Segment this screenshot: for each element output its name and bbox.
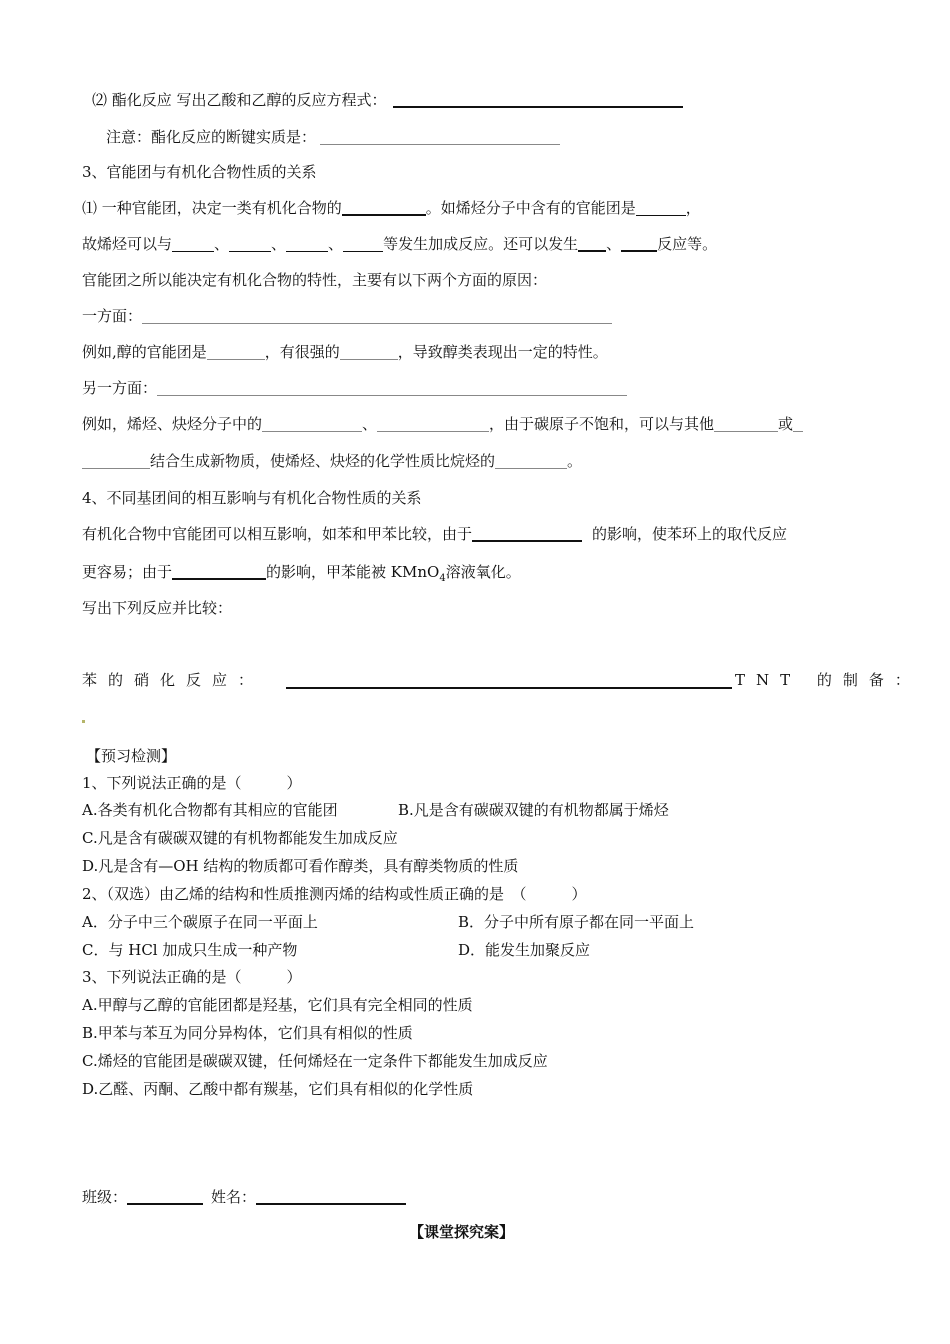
s4-text: 更容易；由于 (82, 563, 173, 581)
q2-option-a[interactable]: A．分子中三个碳原子在同一平面上 (82, 913, 318, 931)
s3-text: ，导致醇类表现出一定的特性。 (397, 343, 608, 361)
s3-text: ，由于碳原子不饱和，可以与其他 (489, 415, 715, 433)
q2-option-d[interactable]: D．能发生加聚反应 (458, 941, 591, 959)
blank-comparison[interactable] (495, 453, 567, 469)
section-title: 【课堂探究案】 (409, 1223, 515, 1241)
otherhand-label: 另一方面： (82, 379, 158, 397)
q2-option-b[interactable]: B．分子中所有原子都在同一平面上 (458, 913, 695, 931)
question-1: 1、下列说法正确的是（ ） (82, 774, 302, 792)
blank-other-1[interactable] (714, 416, 778, 432)
separator: 、 (214, 235, 230, 253)
s3-text: 等发生加成反应。还可以发生 (383, 235, 579, 253)
blank-influence-1[interactable] (472, 525, 582, 542)
onehand-label: 一方面： (82, 307, 143, 325)
question-3: 3、下列说法正确的是（ ） (82, 968, 302, 986)
preview-heading: 【预习检测】 (86, 747, 177, 765)
otherhand-line (82, 378, 627, 398)
s3-text: ， (685, 199, 701, 217)
name-blank[interactable] (256, 1188, 406, 1205)
q1-option-c[interactable]: C.凡是含有碳碳双键的有机物都能发生加成反应 (82, 829, 398, 847)
q3-option-a[interactable]: A.甲醇与乙醇的官能团都是羟基，它们具有完全相同的性质 (82, 996, 473, 1014)
s3-line-3: 官能团之所以能决定有机化合物的特性，主要有以下两个方面的原因： (82, 271, 548, 289)
separator: 、 (606, 235, 622, 253)
q3-option-b[interactable]: B.甲苯与苯互为同分异构体，它们具有相似的性质 (82, 1024, 413, 1042)
s3-line-1 (82, 198, 701, 218)
onehand-blank[interactable] (142, 308, 612, 324)
tnt-label: TNT 的制备： (735, 671, 921, 689)
blank-reaction-1[interactable] (578, 235, 606, 252)
s3-text: 故烯烃可以与 (82, 235, 173, 253)
s3-text: ⑴ 一种官能团，决定一类有机化合物的 (82, 199, 342, 217)
example-2-line (82, 414, 803, 434)
separator: 、 (271, 235, 287, 253)
blank-alcohol-group[interactable] (207, 344, 265, 360)
s3-text: 或 (778, 415, 794, 433)
s4-text: 的影响，甲苯能被 KMnO (266, 563, 440, 581)
s3-text: 。如烯烃分子中含有的官能团是 (425, 199, 636, 217)
q3-option-c[interactable]: C.烯烃的官能团是碳碳双键，任何烯烃在一定条件下都能发生加成反应 (82, 1052, 548, 1070)
q3-option-d[interactable]: D.乙醛、丙酮、乙酸中都有羰基，它们具有相似的化学性质 (82, 1080, 474, 1098)
blank-other-2[interactable] (82, 453, 150, 469)
q1-option-d[interactable]: D.凡是含有—OH 结构的物质都可看作醇类，具有醇类物质的性质 (82, 857, 519, 875)
nitration-blank[interactable] (286, 672, 732, 689)
s4-text: 溶液氧化。 (445, 563, 521, 581)
s3-text: 例如,醇的官能团是 (82, 343, 207, 361)
ester-note-blank[interactable] (320, 129, 560, 145)
blank-alkene-group[interactable] (636, 200, 686, 216)
blank-add-1[interactable] (172, 236, 214, 252)
question-2: 2、（双选）由乙烯的结构和性质推测丙烯的结构或性质正确的是 （ ） (82, 885, 587, 903)
blank-strong-property[interactable] (340, 344, 398, 360)
blank-add-4[interactable] (343, 236, 383, 252)
subscript-4: 4 (439, 573, 446, 584)
s4-line-1 (82, 524, 787, 544)
s3-text: 结合生成新物质，使烯烃、炔烃的化学性质比烷烃的 (150, 452, 496, 470)
example-1-line (82, 342, 608, 362)
section-4-heading: 4、不同基团间的相互影响与有机化合物性质的关系 (82, 489, 422, 507)
blank-add-3[interactable] (286, 236, 328, 252)
ester-note-prompt: 注意：酯化反应的断键实质是： (106, 128, 317, 146)
otherhand-blank[interactable] (157, 380, 627, 396)
q1-option-b[interactable]: B.凡是含有碳碳双键的有机物都属于烯烃 (398, 801, 669, 819)
ester-equation-line (92, 90, 683, 110)
s3-text: 例如，烯烃、炔烃分子中的 (82, 415, 263, 433)
s3-text: 。 (567, 452, 583, 470)
onehand-line (82, 306, 612, 326)
s4-line-3: 写出下列反应并比较： (82, 599, 233, 617)
section-3-heading: 3、官能团与有机化合物性质的关系 (82, 163, 317, 181)
blank-add-2[interactable] (229, 236, 271, 252)
s3-text: 、 (362, 415, 378, 433)
ester-equation-prompt: ⑵ 酯化反应 写出乙酸和乙醇的反应方程式： (92, 91, 387, 109)
s3-text: ，有很强的 (264, 343, 340, 361)
ester-note-line (106, 127, 560, 147)
blank-other-2-start[interactable] (793, 416, 803, 432)
example-3-line (82, 451, 582, 471)
stray-mark (82, 720, 85, 723)
nitration-label: 苯的硝化反应： (82, 671, 265, 689)
class-name-line (82, 1187, 406, 1207)
s4-text: 有机化合物中官能团可以相互影响，如苯和甲苯比较，由于 (82, 525, 473, 543)
blank-organic-class[interactable] (342, 199, 426, 216)
separator: 、 (328, 235, 344, 253)
class-label: 班级： (82, 1188, 128, 1206)
blank-bond-2[interactable] (377, 416, 489, 432)
blank-influence-2[interactable] (172, 563, 266, 580)
s3-line-2 (82, 234, 717, 254)
blank-bond-1[interactable] (262, 416, 362, 432)
s4-text: 的影响，使苯环上的取代反应 (592, 525, 788, 543)
s4-line-2 (82, 562, 521, 589)
ester-equation-blank[interactable] (393, 91, 683, 108)
q1-option-a[interactable]: A.各类有机化合物都有其相应的官能团 (82, 801, 338, 819)
class-blank[interactable] (127, 1188, 203, 1205)
name-label: 姓名： (211, 1188, 257, 1206)
blank-reaction-2[interactable] (621, 235, 657, 252)
s3-text: 反应等。 (657, 235, 718, 253)
q2-option-c[interactable]: C．与 HCl 加成只生成一种产物 (82, 941, 298, 959)
